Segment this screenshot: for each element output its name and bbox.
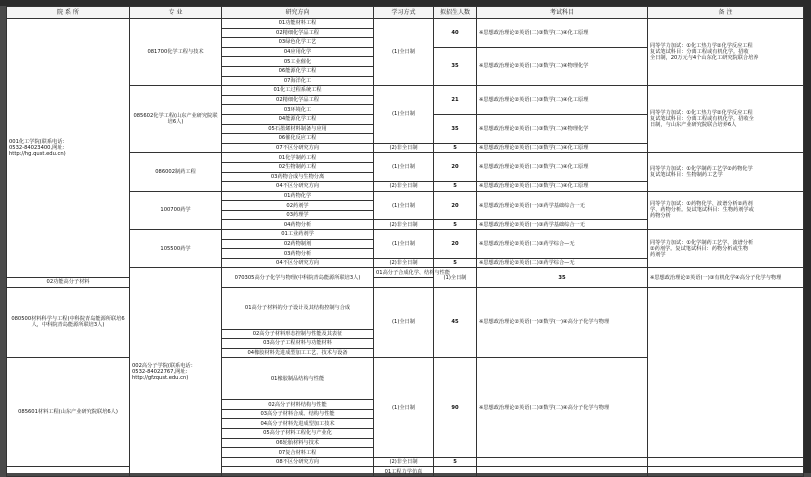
exam-subjects <box>477 457 648 467</box>
exam-subjects: ※思想政治理论②英语(二)③药学综合—无 <box>477 258 648 268</box>
exam-subjects: ※思想政治理论②英语(一)③药学基础综合一无 <box>477 220 648 230</box>
remarks <box>648 457 804 467</box>
direction-item: 02精细化学品工程 <box>222 28 374 38</box>
study-mode: (1)全日制 <box>374 287 434 358</box>
header-exam: 考试科目 <box>477 7 648 19</box>
quota: 5 <box>434 258 477 268</box>
direction-item: 01高分子合成化学、结构与性能 <box>374 268 434 278</box>
direction-item: 07海洋化工 <box>222 76 374 86</box>
direction-item: 02药剂学 <box>222 201 374 211</box>
direction-item: 04能源化学工程 <box>222 114 374 124</box>
study-mode: (1)全日制 <box>434 268 477 287</box>
major-name: 080500材料科学与工程(中科院青岛能源所联培6人，中科院青岛能源所联培3人) <box>7 287 130 358</box>
header-mode: 学习方式 <box>374 7 434 19</box>
quota: 5 <box>434 143 477 153</box>
quota: 35 <box>477 268 648 287</box>
exam-subjects: ※思想政治理论②英语(一)③有机化学④高分子化学与物理 <box>648 268 804 287</box>
admissions-table <box>6 6 804 477</box>
direction-item: 01工业药剂学 <box>222 230 374 240</box>
quota: 20 <box>434 230 477 259</box>
direction-item: 03药理学 <box>222 210 374 220</box>
exam-subjects: ※思想政治理论②英语(二)③数学(二)④高分子化学与物理 <box>477 358 648 458</box>
direction-item: 08不区分研究方向 <box>222 457 374 467</box>
direction-item: 01高分子材料的分子设计及其结构控制与合成 <box>222 287 374 329</box>
study-mode: (1)全日制 <box>374 86 434 144</box>
exam-subjects <box>648 467 804 477</box>
exam-subjects: ※思想政治理论②英语(二)③数学(二)④物理化学 <box>477 47 648 85</box>
quota: 5 <box>434 220 477 230</box>
quota: 20 <box>434 153 477 182</box>
direction-item: 02药物制剂 <box>222 239 374 249</box>
exam-subjects: ※思想政治理论②英语(二)③数学(二)④化工原理 <box>477 182 648 192</box>
exam-subjects: ※思想政治理论②英语(二)③数学(二)④化工原理 <box>477 86 648 115</box>
header-major: 专 业 <box>130 7 222 19</box>
college-002-info: 002高分子学院(联系电话： 0532-84022767,网址： http://gfzqust.edu.cn) <box>130 268 222 477</box>
exam-subjects: ※思想政治理论②英语(二)③数学(二)④化工原理 <box>477 19 648 48</box>
direction-item: 04橡胶材料先进成型加工工艺、技术与设备 <box>222 348 374 358</box>
study-mode: (1)全日制 <box>374 230 434 259</box>
direction-item: 02生物制药工程 <box>222 162 374 172</box>
quota: 5 <box>434 457 477 467</box>
college-001-info: 001化工学院(联系电话： 0532-84023400,网址： http://hg.qust.edu.cn) <box>7 19 130 278</box>
quota: 20 <box>434 191 477 220</box>
direction-item: 05石墨烯材料制备与应用 <box>222 124 374 134</box>
quota: 45 <box>434 287 477 358</box>
direction-item: 06催化反应工程 <box>222 134 374 144</box>
study-mode: (1)全日制 <box>374 19 434 86</box>
direction-item: 04不区分研究方向 <box>222 182 374 192</box>
quota: 35 <box>434 47 477 85</box>
study-mode: (2)非全日制 <box>374 457 434 467</box>
header-direction: 研究方向 <box>222 7 374 19</box>
direction-item: 04高分子材料先进成型加工技术 <box>222 419 374 429</box>
direction-item: 03高分子材料合成、结构与性能 <box>222 409 374 419</box>
major-name: 081700化学工程与技术 <box>130 19 222 86</box>
study-mode: (2)非全日制 <box>374 182 434 192</box>
study-mode: (2)非全日制 <box>374 258 434 268</box>
document-page <box>6 6 803 473</box>
direction-item: 03药物合成与生物分离 <box>222 172 374 182</box>
major-name: 070305高分子化学与物理(中科院青岛能源所联培3人) <box>222 268 374 287</box>
direction-item: 06能源化学工程 <box>222 66 374 76</box>
direction-item: 01橡胶制品结构与性能 <box>222 358 374 400</box>
remarks: 同等学力加试：①化工热力学②化学反应工程 复试笔试科目：分离工程或有机化学。招收 全日制，20万元与4个山东化工研究院联合培养 <box>648 19 804 86</box>
header-dept: 院 系 所 <box>7 7 130 19</box>
exam-subjects: ※思想政治理论②英语(一)③药学基础综合一无 <box>477 191 648 220</box>
college-003-info <box>7 467 130 477</box>
quota: 5 <box>434 182 477 192</box>
exam-subjects: ※思想政治理论②英语(二)③数学(二)④化工原理 <box>477 143 648 153</box>
remarks: 同等学力加试：①化学制药工艺学、波谱分析 ②药剂学。复试笔试科目：药物分析或生物 药剂学 <box>648 230 804 268</box>
direction-item: 02功能高分子材料 <box>7 278 130 288</box>
major-name: 086002制药工程 <box>130 153 222 191</box>
direction-item: 01功能材料工程 <box>222 19 374 29</box>
remarks: 同等学力加试：①化工热力学②化学反应工程 复试笔试科目：分离工程或有机化学。招收全 日制，与山东产业研究院联合培养6人 <box>648 86 804 153</box>
direction-item: 03环境化工 <box>222 105 374 115</box>
exam-subjects: ※思想政治理论②英语(一)③数学(一)④高分子化学与物理 <box>477 287 648 358</box>
direction-item: 01化学制药工程 <box>222 153 374 163</box>
study-mode: (1)全日制 <box>374 358 434 458</box>
study-mode: (2)非全日制 <box>374 220 434 230</box>
direction-item: 03药物分析 <box>222 249 374 259</box>
direction-item: 02高分子材料形态控制与性能及其表征 <box>222 329 374 339</box>
quota <box>477 467 648 477</box>
major-name: 085602化学工程(山东产业研究院联培6人) <box>130 86 222 153</box>
table-row <box>7 19 804 29</box>
header-quota: 拟招生人数 <box>434 7 477 19</box>
major-name: 100700药学 <box>130 191 222 229</box>
direction-item: 07复合材料工程 <box>222 448 374 458</box>
direction-item: 02精细化学品工程 <box>222 95 374 105</box>
major-name: 085601材料工程(山东产业研究院联培6人) <box>7 358 130 467</box>
header-note: 备 注 <box>648 7 804 19</box>
exam-subjects: ※思想政治理论②英语(二)③数学(二)④物理化学 <box>477 114 648 143</box>
direction-item: 04应用化学 <box>222 47 374 57</box>
study-mode: (1)全日制 <box>374 153 434 182</box>
exam-subjects: ※思想政治理论②英语(二)③数学(二)④化工原理 <box>477 153 648 182</box>
direction-item: 02高分子材料结构与性能 <box>222 400 374 410</box>
exam-subjects: ※思想政治理论②英语(二)③药学综合—无 <box>477 230 648 259</box>
quota: 21 <box>434 86 477 115</box>
direction-item: 07不区分研究方向 <box>222 143 374 153</box>
remarks: 同等学力加试：①药物化学、波谱分析②药剂 学、药物分析。复试笔试科目：生物药剂学或 药物分析 <box>648 191 804 229</box>
header-row <box>7 7 804 19</box>
direction-item: 05高分子材料工程化与产业化 <box>222 429 374 439</box>
direction-item: 04不区分研究方向 <box>222 258 374 268</box>
study-mode <box>434 467 477 477</box>
direction-item: 03绿色化学工艺 <box>222 38 374 48</box>
major-name <box>222 467 374 477</box>
study-mode: (2)非全日制 <box>374 143 434 153</box>
direction-item: 06轮胎材料与技术 <box>222 438 374 448</box>
direction-item: 01工程力学仿真 <box>374 467 434 477</box>
direction-item: 01药物化学 <box>222 191 374 201</box>
direction-item: 01化工过程系统工程 <box>222 86 374 96</box>
quota: 40 <box>434 19 477 48</box>
quota: 35 <box>434 114 477 143</box>
viewer-right-edge <box>803 0 811 473</box>
major-name: 105500药学 <box>130 230 222 268</box>
quota: 90 <box>434 358 477 458</box>
direction-item: 03高分子工程材料与功能材料 <box>222 339 374 349</box>
direction-item: 04药物分析 <box>222 220 374 230</box>
direction-item: 05工业催化 <box>222 57 374 67</box>
remarks: 同等学力加试：①化学制药工艺学②药物化学 复试笔试科目：生物制药工艺学 <box>648 153 804 191</box>
study-mode: (1)全日制 <box>374 191 434 220</box>
